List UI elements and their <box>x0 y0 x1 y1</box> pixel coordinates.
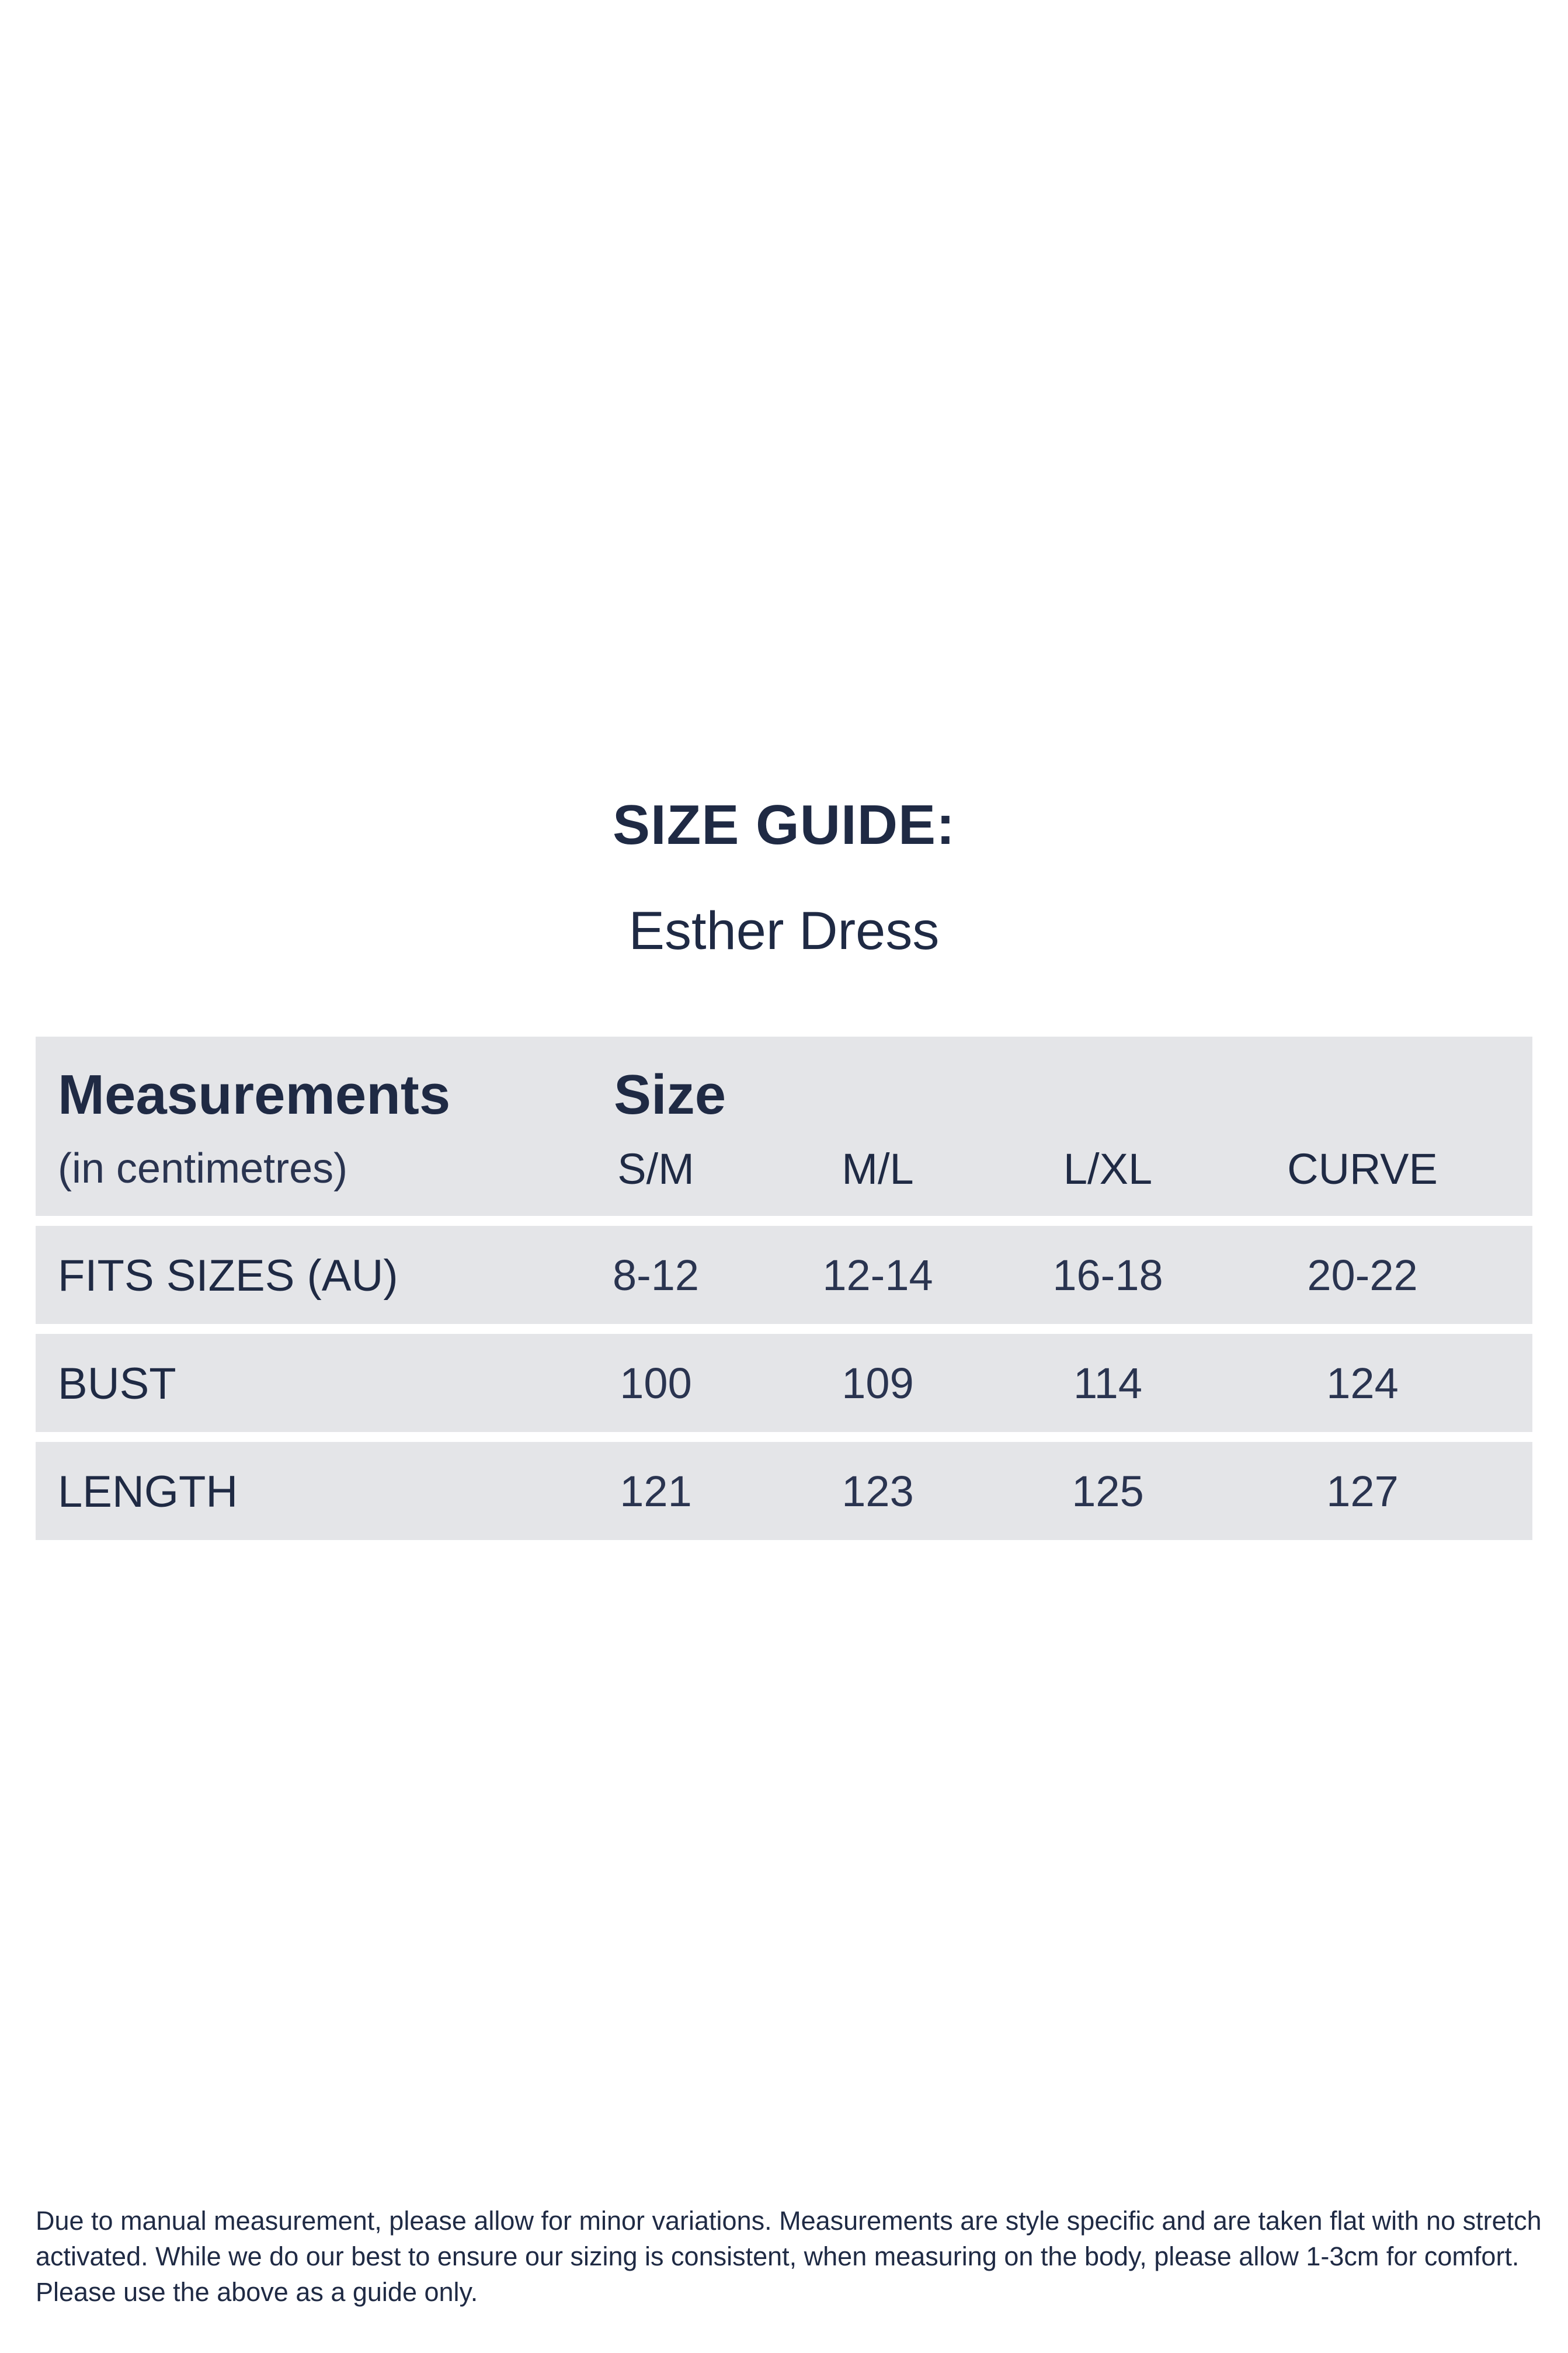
table-cell: 109 <box>842 1359 914 1407</box>
row-label: BUST <box>58 1359 176 1409</box>
row-label: LENGTH <box>58 1467 238 1517</box>
table-cell: 125 <box>1072 1467 1144 1516</box>
product-name: Esther Dress <box>628 901 940 961</box>
size-column-curve: CURVE <box>1287 1145 1438 1193</box>
table-cell: 124 <box>1326 1359 1399 1407</box>
table-header-row <box>36 1037 1532 1216</box>
table-cell: 8-12 <box>612 1251 700 1299</box>
size-heading: Size <box>614 1063 726 1126</box>
table-cell: 127 <box>1326 1467 1399 1516</box>
table-cell: 100 <box>620 1359 692 1407</box>
size-table <box>36 1037 1532 1540</box>
disclaimer-text: Due to manual measurement, please allow for minor variations. Measurements are style specific and are taken flat with no stretch activated. While we do our best to ensure our sizing is consistent, when measuring on the body, please allow 1-3cm for comfort. Please use the above as a guide only. <box>36 2206 1542 2307</box>
table-cell: 20-22 <box>1307 1251 1418 1299</box>
unit-label: (in centimetres) <box>58 1145 348 1192</box>
table-row <box>36 1334 1532 1432</box>
measurements-heading: Measurements <box>58 1063 451 1126</box>
table-cell: 12-14 <box>822 1251 933 1299</box>
table-row <box>36 1442 1532 1540</box>
size-column-lxl: L/XL <box>1063 1145 1153 1193</box>
table-cell: 123 <box>842 1467 914 1516</box>
table-cell: 114 <box>1073 1359 1142 1407</box>
table-cell: 16-18 <box>1052 1251 1163 1299</box>
page-title: SIZE GUIDE: <box>612 794 956 856</box>
table-row <box>36 1226 1532 1324</box>
size-column-ml: M/L <box>842 1145 914 1193</box>
row-label: FITS SIZES (AU) <box>58 1251 398 1301</box>
size-column-sm: S/M <box>617 1145 694 1193</box>
table-cell: 121 <box>620 1467 692 1516</box>
